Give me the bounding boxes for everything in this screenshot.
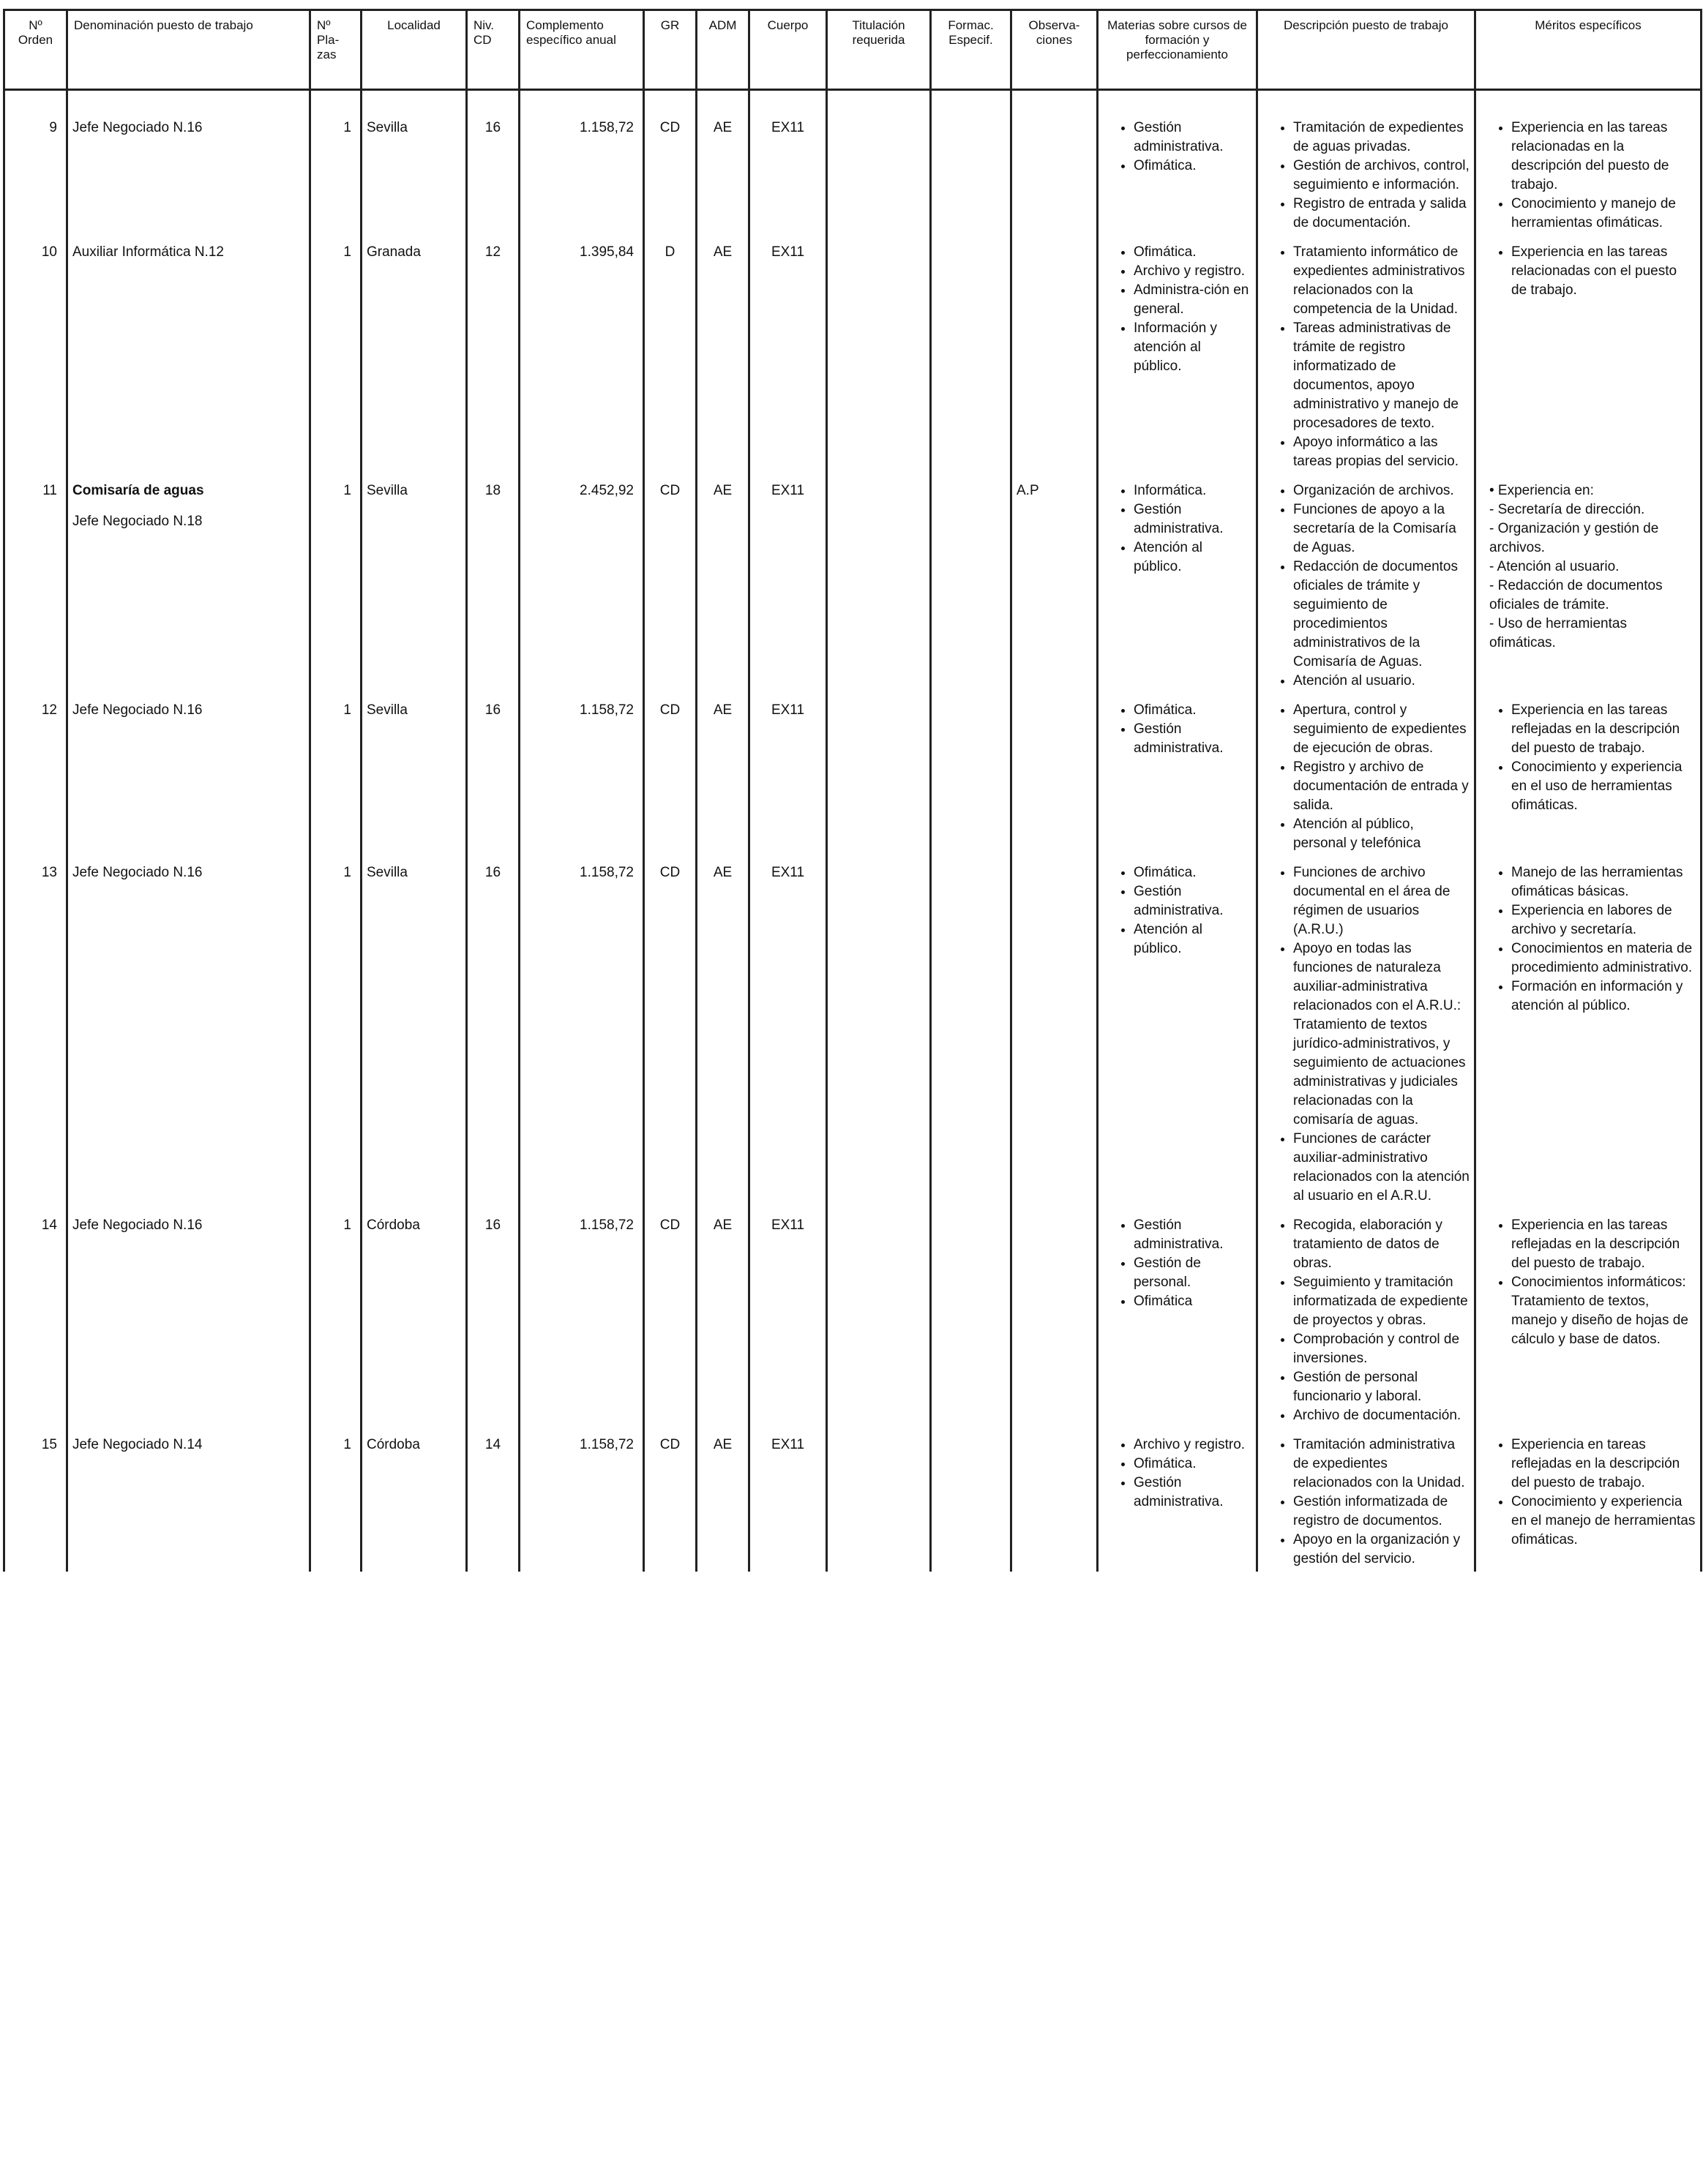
header-meritos: Méritos específicos (1475, 10, 1702, 90)
table-header-row (4, 10, 1702, 90)
cell-meritos (1475, 1428, 1702, 1572)
cell-orden (4, 236, 67, 474)
localidad-value: Sevilla (367, 483, 408, 498)
cell-observaciones (1011, 236, 1098, 474)
materias-item: • Gestión administrativa. (1134, 1474, 1251, 1512)
descripcion-item: • Funciones de carácter auxiliar-administrativo relacionados con la atención al usuario en el A.R.U. (1293, 1130, 1470, 1206)
cuerpo-value: EX11 (771, 244, 805, 260)
descripcion-list (1262, 119, 1470, 233)
header-spacer-row (4, 90, 1702, 112)
descripcion-item: • Gestión informatizada de registro de documentos. (1293, 1493, 1470, 1531)
cell-complemento (520, 856, 644, 1209)
header-descripcion: Descripción puesto de trabajo (1257, 10, 1475, 90)
cell-denominacion (67, 856, 310, 1209)
descripcion-list (1262, 243, 1470, 471)
meritos-list (1481, 119, 1696, 233)
descripcion-item: • Organización de archivos. (1293, 481, 1470, 500)
descripcion-item: • Apoyo en todas las funciones de naturaleza auxiliar-administrativa relacionados con el A.R.U.: Tratamiento de textos jurídico-administrativos, y seguimiento de actuaciones administrativas y judiciales relacionadas con la comisaría de aguas. (1293, 939, 1470, 1130)
materias-item: • Gestión administrativa. (1134, 882, 1251, 920)
meritos-item: • Conocimiento y manejo de herramientas ofimáticas. (1511, 195, 1696, 233)
materias-item: • Informática. (1134, 481, 1251, 500)
meritos-item: • Formación en información y atención al público. (1511, 977, 1696, 1016)
cell-orden (4, 1209, 67, 1428)
meritos-list (1481, 1436, 1696, 1550)
cell-localidad (362, 236, 467, 474)
meritos-item: • Manejo de las herramientas ofimáticas básicas. (1511, 863, 1696, 901)
cell-formacion (931, 111, 1011, 236)
cell-orden (4, 474, 67, 694)
adm-value: AE (713, 702, 733, 718)
cell-plazas (310, 111, 362, 236)
meritos-item: • Conocimientos en materia de procedimiento administrativo. (1511, 939, 1696, 977)
table-row (4, 474, 1702, 694)
cell-adm (697, 1428, 749, 1572)
materias-item: • Atención al público. (1134, 920, 1251, 958)
cell-localidad (362, 1428, 467, 1572)
plazas-value: 1 (343, 120, 351, 135)
cell-gr (644, 1209, 697, 1428)
header-plazas: Nº Pla-zas (310, 10, 362, 90)
cell-orden (4, 1428, 67, 1572)
descripcion-item: • Apoyo informático a las tareas propias del servicio. (1293, 433, 1470, 471)
cell-cuerpo (749, 474, 827, 694)
meritos-item: • Experiencia en las tareas relacionadas en la descripción del puesto de trabajo. (1511, 119, 1696, 195)
cell-cuerpo (749, 236, 827, 474)
descripcion-item: • Comprobación y control de inversiones. (1293, 1330, 1470, 1368)
cell-localidad (362, 474, 467, 694)
cell-plazas (310, 1428, 362, 1572)
descripcion-item: • Atención al usuario. (1293, 672, 1470, 691)
cell-materias (1098, 1428, 1257, 1572)
cuerpo-value: EX11 (771, 483, 805, 498)
gr-value: CD (659, 120, 681, 135)
header-cuerpo: Cuerpo (749, 10, 827, 90)
descripcion-item: • Gestión de archivos, control, seguimiento e información. (1293, 157, 1470, 195)
cell-titulacion (827, 474, 931, 694)
nivel-value: 14 (484, 1437, 501, 1452)
descripcion-item: • Atención al público, personal y telefónica (1293, 815, 1470, 853)
table-row (4, 856, 1702, 1209)
cell-observaciones (1011, 856, 1098, 1209)
localidad-value: Sevilla (367, 120, 408, 135)
cell-adm (697, 111, 749, 236)
cell-plazas (310, 856, 362, 1209)
descripcion-item: • Registro y archivo de documentación de entrada y salida. (1293, 758, 1470, 815)
complemento-value: 1.158,72 (580, 1437, 634, 1452)
cell-plazas (310, 694, 362, 856)
orden-value: 13 (41, 865, 57, 880)
materias-list (1103, 1436, 1251, 1512)
orden-value: 14 (41, 1217, 57, 1233)
table-row (4, 694, 1702, 856)
header-complemento: Complemento específico anual (520, 10, 644, 90)
cuerpo-value: EX11 (771, 1217, 805, 1233)
cell-meritos (1475, 694, 1702, 856)
adm-value: AE (713, 483, 733, 498)
cell-descripcion (1257, 474, 1475, 694)
cell-gr (644, 236, 697, 474)
cell-adm (697, 856, 749, 1209)
cell-denominacion (67, 111, 310, 236)
descripcion-item: • Funciones de archivo documental en el área de régimen de usuarios (A.R.U.) (1293, 863, 1470, 939)
nivel-value: 16 (484, 702, 501, 718)
materias-list (1103, 243, 1251, 376)
cell-nivel (467, 856, 520, 1209)
cell-formacion (931, 856, 1011, 1209)
adm-value: AE (713, 1217, 733, 1233)
descripcion-item: • Registro de entrada y salida de documentación. (1293, 195, 1470, 233)
cell-observaciones (1011, 474, 1098, 694)
cell-nivel (467, 694, 520, 856)
cell-nivel (467, 236, 520, 474)
section-heading: Comisaría de aguas (72, 483, 204, 498)
orden-value: 12 (41, 702, 57, 718)
cell-descripcion (1257, 1209, 1475, 1428)
denominacion-value: Jefe Negociado N.16 (72, 1217, 203, 1233)
cell-gr (644, 474, 697, 694)
meritos-item: • Experiencia en labores de archivo y secretaría. (1511, 901, 1696, 939)
plazas-value: 1 (343, 702, 351, 718)
cell-localidad (362, 111, 467, 236)
cell-cuerpo (749, 856, 827, 1209)
header-denominacion: Denominación puesto de trabajo (67, 10, 310, 90)
complemento-value: 1.158,72 (580, 1217, 634, 1233)
cell-complemento (520, 236, 644, 474)
cell-descripcion (1257, 236, 1475, 474)
meritos-item: • Experiencia en las tareas reflejadas en la descripción del puesto de trabajo. (1511, 701, 1696, 758)
table-row (4, 1209, 1702, 1428)
cell-materias (1098, 694, 1257, 856)
plazas-value: 1 (343, 244, 351, 260)
cell-meritos (1475, 474, 1702, 694)
materias-item: • Ofimática (1134, 1292, 1251, 1311)
descripcion-item: • Gestión de personal funcionario y laboral. (1293, 1368, 1470, 1406)
gr-value: CD (659, 483, 681, 498)
denominacion-value: Jefe Negociado N.14 (72, 1437, 203, 1452)
materias-item: • Ofimática. (1134, 863, 1251, 882)
orden-value: 9 (49, 120, 57, 135)
materias-item: • Gestión administrativa. (1134, 119, 1251, 157)
cell-plazas (310, 1209, 362, 1428)
denominacion-value: Jefe Negociado N.16 (72, 120, 203, 135)
cell-gr (644, 1428, 697, 1572)
cell-observaciones (1011, 694, 1098, 856)
denominacion-value: Jefe Negociado N.16 (72, 702, 203, 718)
descripcion-item: • Recogida, elaboración y tratamiento de datos de obras. (1293, 1216, 1470, 1273)
materias-item: • Atención al público. (1134, 539, 1251, 577)
adm-value: AE (713, 120, 733, 135)
meritos-list (1481, 863, 1696, 1016)
cell-titulacion (827, 111, 931, 236)
complemento-value: 2.452,92 (580, 483, 634, 498)
materias-item: • Archivo y registro. (1134, 1436, 1251, 1455)
cell-gr (644, 856, 697, 1209)
cell-formacion (931, 1209, 1011, 1428)
cell-meritos (1475, 111, 1702, 236)
cell-localidad (362, 856, 467, 1209)
cell-meritos (1475, 236, 1702, 474)
nivel-value: 12 (484, 244, 501, 260)
table-body (4, 90, 1702, 1572)
materias-item: • Gestión administrativa. (1134, 1216, 1251, 1254)
gr-value: CD (659, 1437, 681, 1452)
descripcion-item: • Archivo de documentación. (1293, 1406, 1470, 1425)
descripcion-item: • Apoyo en la organización y gestión del servicio. (1293, 1531, 1470, 1569)
header-observaciones: Observa-ciones (1011, 10, 1098, 90)
gr-value: CD (659, 865, 681, 880)
cell-localidad (362, 694, 467, 856)
adm-value: AE (713, 1437, 733, 1452)
cell-descripcion (1257, 694, 1475, 856)
cell-orden (4, 694, 67, 856)
cell-observaciones (1011, 1428, 1098, 1572)
cell-titulacion (827, 1428, 931, 1572)
cell-complemento (520, 694, 644, 856)
meritos-item: • Conocimiento y experiencia en el manejo de herramientas ofimáticas. (1511, 1493, 1696, 1550)
adm-value: AE (713, 865, 733, 880)
header-titulacion: Titulación requerida (827, 10, 931, 90)
gr-value: CD (659, 702, 681, 718)
meritos-item: • Conocimiento y experiencia en el uso de herramientas ofimáticas. (1511, 758, 1696, 815)
cell-formacion (931, 1428, 1011, 1572)
localidad-value: Sevilla (367, 702, 408, 718)
cell-materias (1098, 111, 1257, 236)
cell-nivel (467, 474, 520, 694)
cell-denominacion (67, 694, 310, 856)
cell-formacion (931, 694, 1011, 856)
materias-item: • Gestión de personal. (1134, 1254, 1251, 1292)
cell-denominacion (67, 474, 310, 694)
denominacion-value: Jefe Negociado N.16 (72, 865, 203, 880)
header-gr: GR (644, 10, 697, 90)
materias-list (1103, 863, 1251, 958)
materias-item: • Administra-ción en general. (1134, 281, 1251, 319)
cuerpo-value: EX11 (771, 120, 805, 135)
meritos-item: • Experiencia en las tareas reflejadas en la descripción del puesto de trabajo. (1511, 1216, 1696, 1273)
cell-denominacion (67, 1209, 310, 1428)
descripcion-item: • Funciones de apoyo a la secretaría de la Comisaría de Aguas. (1293, 500, 1470, 558)
header-nivel: Niv. CD (467, 10, 520, 90)
adm-value: AE (713, 244, 733, 260)
descripcion-list (1262, 701, 1470, 853)
cell-meritos (1475, 856, 1702, 1209)
cell-nivel (467, 1428, 520, 1572)
cell-orden (4, 856, 67, 1209)
materias-list (1103, 701, 1251, 758)
materias-item: • Ofimática. (1134, 157, 1251, 176)
cell-adm (697, 1209, 749, 1428)
cell-cuerpo (749, 1428, 827, 1572)
table-row (4, 111, 1702, 236)
complemento-value: 1.158,72 (580, 865, 634, 880)
header-localidad: Localidad (362, 10, 467, 90)
cell-titulacion (827, 694, 931, 856)
orden-value: 11 (42, 483, 57, 498)
cell-titulacion (827, 1209, 931, 1428)
cuerpo-value: EX11 (771, 702, 805, 718)
descripcion-item: • Tratamiento informático de expedientes administrativos relacionados con la competencia de la Unidad. (1293, 243, 1470, 319)
cell-cuerpo (749, 1209, 827, 1428)
job-positions-table (3, 9, 1702, 1572)
plazas-value: 1 (343, 483, 351, 498)
cell-nivel (467, 111, 520, 236)
cell-cuerpo (749, 111, 827, 236)
cell-adm (697, 474, 749, 694)
cell-meritos (1475, 1209, 1702, 1428)
plazas-value: 1 (343, 865, 351, 880)
cell-materias (1098, 236, 1257, 474)
materias-item: • Ofimática. (1134, 701, 1251, 720)
descripcion-item: • Apertura, control y seguimiento de expedientes de ejecución de obras. (1293, 701, 1470, 758)
materias-item: • Gestión administrativa. (1134, 720, 1251, 758)
cell-titulacion (827, 236, 931, 474)
gr-value: CD (659, 1217, 681, 1233)
cell-formacion (931, 236, 1011, 474)
plazas-value: 1 (343, 1217, 351, 1233)
materias-item: • Información y atención al público. (1134, 319, 1251, 376)
materias-item: • Archivo y registro. (1134, 262, 1251, 281)
descripcion-item: • Tareas administrativas de trámite de registro informatizado de documentos, apoyo administrativo y manejo de procesadores de texto. (1293, 319, 1470, 433)
cell-orden (4, 111, 67, 236)
cell-localidad (362, 1209, 467, 1428)
descripcion-item: • Redacción de documentos oficiales de trámite y seguimiento de procedimientos administrativos de la Comisaría de Aguas. (1293, 558, 1470, 672)
meritos-item: • Experiencia en las tareas relacionadas con el puesto de trabajo. (1511, 243, 1696, 300)
materias-list (1103, 119, 1251, 176)
cell-denominacion (67, 1428, 310, 1572)
descripcion-list (1262, 1436, 1470, 1569)
materias-item: • Gestión administrativa. (1134, 500, 1251, 539)
cuerpo-value: EX11 (771, 1437, 805, 1452)
denominacion-value: Auxiliar Informática N.12 (72, 244, 224, 260)
complemento-value: 1.158,72 (580, 120, 634, 135)
nivel-value: 16 (484, 120, 501, 135)
cell-observaciones (1011, 111, 1098, 236)
observaciones-value: A.P (1017, 483, 1039, 498)
meritos-list (1481, 243, 1696, 300)
header-adm: ADM (697, 10, 749, 90)
cell-descripcion (1257, 856, 1475, 1209)
orden-value: 15 (41, 1437, 57, 1452)
descripcion-list (1262, 863, 1470, 1206)
cell-cuerpo (749, 694, 827, 856)
materias-list (1103, 481, 1251, 577)
table-row (4, 1428, 1702, 1572)
meritos-list (1481, 701, 1696, 815)
cell-gr (644, 694, 697, 856)
nivel-value: 16 (484, 1217, 501, 1233)
gr-value: D (665, 244, 675, 260)
cell-observaciones (1011, 1209, 1098, 1428)
cuerpo-value: EX11 (771, 865, 805, 880)
denominacion-value: Jefe Negociado N.18 (72, 514, 203, 529)
cell-denominacion (67, 236, 310, 474)
descripcion-list (1262, 481, 1470, 691)
cell-formacion (931, 474, 1011, 694)
orden-value: 10 (41, 244, 57, 260)
cell-titulacion (827, 856, 931, 1209)
cell-materias (1098, 1209, 1257, 1428)
meritos-item: • Experiencia en tareas reflejadas en la descripción del puesto de trabajo. (1511, 1436, 1696, 1493)
header-materias: Materias sobre cursos de formación y perfeccionamiento (1098, 10, 1257, 90)
localidad-value: Granada (367, 244, 421, 260)
complemento-value: 1.158,72 (580, 702, 634, 718)
materias-list (1103, 1216, 1251, 1311)
descripcion-item: • Tramitación de expedientes de aguas privadas. (1293, 119, 1470, 157)
cell-gr (644, 111, 697, 236)
meritos-item: • Conocimientos informáticos: Tratamiento de textos, manejo y diseño de hojas de cálculo y base de datos. (1511, 1273, 1696, 1349)
cell-descripcion (1257, 1428, 1475, 1572)
plazas-value: 1 (343, 1437, 351, 1452)
nivel-value: 18 (484, 483, 501, 498)
cell-complemento (520, 1428, 644, 1572)
materias-item: • Ofimática. (1134, 243, 1251, 262)
cell-adm (697, 236, 749, 474)
descripcion-item: • Seguimiento y tramitación informatizada de expediente de proyectos y obras. (1293, 1273, 1470, 1330)
header-formacion: Formac. Especif. (931, 10, 1011, 90)
localidad-value: Córdoba (367, 1437, 420, 1452)
cell-plazas (310, 474, 362, 694)
cell-plazas (310, 236, 362, 474)
descripcion-list (1262, 1216, 1470, 1425)
descripcion-item: • Tramitación administrativa de expedientes relacionados con la Unidad. (1293, 1436, 1470, 1493)
localidad-value: Sevilla (367, 865, 408, 880)
cell-materias (1098, 474, 1257, 694)
cell-nivel (467, 1209, 520, 1428)
header-orden: Nº Orden (4, 10, 67, 90)
cell-complemento (520, 1209, 644, 1428)
cell-complemento (520, 474, 644, 694)
complemento-value: 1.395,84 (580, 244, 634, 260)
materias-item: • Ofimática. (1134, 1455, 1251, 1474)
meritos-list (1481, 1216, 1696, 1349)
cell-materias (1098, 856, 1257, 1209)
localidad-value: Córdoba (367, 1217, 420, 1233)
cell-complemento (520, 111, 644, 236)
table-row (4, 236, 1702, 474)
cell-descripcion (1257, 111, 1475, 236)
nivel-value: 16 (484, 865, 501, 880)
cell-adm (697, 694, 749, 856)
meritos-text: • Experiencia en: - Secretaría de dirección. - Organización y gestión de archivos. - Atención al usuario. - Redacción de documentos oficiales de trámite. - Uso de herramientas ofimáticas. (1489, 483, 1663, 650)
